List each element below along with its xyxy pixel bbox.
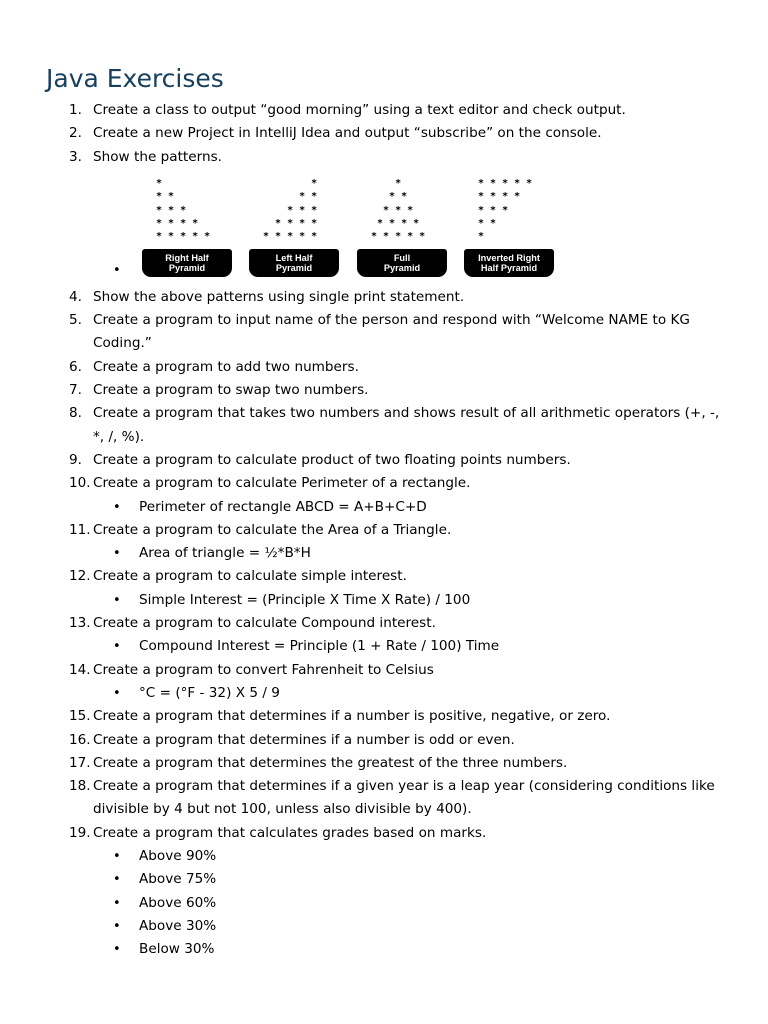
item-text: Create a program that determines if a number is positive, negative, or zero. — [93, 708, 611, 725]
star-line: * — [263, 177, 318, 189]
sub-item-text: Perimeter of rectangle ABCD = A+B+C+D — [139, 498, 427, 515]
item-number: 15. — [69, 708, 91, 725]
pattern-stars — [140, 177, 234, 247]
list-item — [0, 659, 768, 682]
item-number: 11. — [69, 521, 91, 538]
item-number: 7. — [69, 382, 82, 399]
exercise-list — [0, 99, 768, 962]
star-line: * * — [156, 191, 175, 203]
list-item — [0, 612, 768, 635]
star-line: * * * * — [263, 218, 318, 230]
item-number: 19. — [69, 824, 91, 841]
star-line: * * — [371, 191, 408, 203]
star-line: * * * * — [478, 191, 521, 203]
bullet-icon: • — [113, 942, 121, 958]
bullet-icon: • — [113, 872, 121, 888]
star-line: * — [156, 177, 163, 189]
item-text: Create a program to add two numbers. — [93, 358, 359, 375]
item-text: Create a program to calculate simple interest. — [93, 568, 407, 585]
list-item — [0, 99, 768, 122]
pattern-stars — [355, 177, 449, 247]
star-line: * * * * * — [478, 177, 533, 189]
bullet-icon: • — [113, 895, 121, 911]
pattern-label — [464, 249, 554, 277]
bullet-icon: • — [113, 685, 121, 701]
page-title: Java Exercises — [46, 64, 224, 93]
sub-item-text: Above 60% — [139, 894, 217, 911]
star-line: * * — [263, 191, 318, 203]
item-text: Create a program that determines if a given year is a leap year (considering conditions like divisible by 4 but not 100, unless also divisible by 400). — [93, 778, 715, 818]
bullet-icon: • — [113, 592, 121, 608]
sub-item — [0, 868, 768, 891]
sub-item-text: Above 90% — [139, 848, 217, 865]
sub-item — [0, 915, 768, 938]
list-item — [0, 519, 768, 542]
list-item — [0, 309, 768, 356]
item-number: 5. — [69, 312, 82, 329]
sub-item-text: Compound Interest = Principle (1 + Rate / 100) Time — [139, 638, 500, 655]
list-item — [0, 379, 768, 402]
item-number: 2. — [69, 125, 82, 142]
star-line: * * * — [263, 204, 318, 216]
star-line: * * * * * — [156, 231, 211, 243]
patterns-figure — [140, 177, 560, 281]
pattern-label-text: Full Pyramid — [383, 252, 421, 273]
star-line: * * — [478, 218, 497, 230]
list-item — [0, 122, 768, 145]
list-item — [0, 402, 768, 449]
sub-item — [0, 892, 768, 915]
pattern-label-text: Right Half Pyramid — [165, 252, 209, 273]
item-text: Show the above patterns using single print statement. — [93, 288, 465, 305]
list-item — [0, 729, 768, 752]
item-number: 4. — [69, 288, 82, 305]
bullet-icon: • — [113, 849, 121, 865]
item-text: Create a program that takes two numbers and shows result of all arithmetic operators (+, -, *, /, %). — [93, 405, 720, 445]
star-line: * * * — [371, 204, 414, 216]
item-text: Create a program that determines if a number is odd or even. — [93, 731, 515, 748]
item-text: Create a program to calculate Perimeter of a rectangle. — [93, 475, 471, 492]
pattern-full — [355, 177, 449, 281]
item-number: 6. — [69, 358, 82, 375]
item-text: Create a program to input name of the person and respond with “Welcome NAME to KG Coding.” — [93, 312, 690, 352]
patterns-row — [0, 169, 768, 286]
sub-item — [0, 682, 768, 705]
item-number: 18. — [69, 778, 91, 795]
item-number: 14. — [69, 661, 91, 678]
pattern-label-text: Left Half Pyramid — [275, 252, 313, 273]
sub-item — [0, 635, 768, 658]
item-text: Create a program to calculate Compound interest. — [93, 615, 436, 632]
item-text: Create a program to calculate product of two floating points numbers. — [93, 451, 571, 468]
sub-item — [0, 938, 768, 961]
star-line: * * * — [478, 204, 509, 216]
item-number: 12. — [69, 568, 91, 585]
list-item — [0, 775, 768, 822]
pattern-label-text: Inverted Right Half Pyramid — [478, 252, 540, 273]
item-text: Create a program to swap two numbers. — [93, 382, 369, 399]
item-number: 13. — [69, 615, 91, 632]
pattern-stars — [462, 177, 556, 247]
sub-item — [0, 542, 768, 565]
bullet-icon: • — [113, 499, 121, 515]
star-line: * * * * * — [371, 231, 426, 243]
item-text: Create a program that calculates grades based on marks. — [93, 824, 487, 841]
bullet-icon: • — [113, 918, 121, 934]
item-text: Create a new Project in IntelliJ Idea and output “subscribe” on the console. — [93, 125, 602, 142]
list-item — [0, 565, 768, 588]
item-number: 10. — [69, 475, 91, 492]
item-number: 17. — [69, 754, 91, 771]
item-number: 9. — [69, 451, 82, 468]
pattern-inverted-right-half — [462, 177, 556, 281]
item-number: 8. — [69, 405, 82, 422]
item-number: 1. — [69, 102, 82, 118]
star-line: * * * — [156, 204, 187, 216]
star-line: * * * * * — [263, 231, 318, 243]
list-item — [0, 822, 768, 845]
pattern-left-half — [247, 177, 341, 281]
pattern-stars — [247, 177, 341, 247]
bullet-icon: • — [113, 546, 121, 562]
pattern-label — [357, 249, 447, 277]
star-line: * — [478, 231, 485, 243]
star-line: * * * * — [371, 218, 420, 230]
pattern-label — [249, 249, 339, 277]
list-item — [0, 752, 768, 775]
item-text: Create a program to convert Fahrenheit to Celsius — [93, 661, 434, 678]
pattern-right-half — [140, 177, 234, 281]
sub-item-text: Below 30% — [139, 941, 215, 958]
sub-item — [0, 845, 768, 868]
sub-item-text: Above 30% — [139, 917, 217, 934]
list-item — [0, 356, 768, 379]
list-item — [0, 286, 768, 309]
item-text: Create a program to calculate the Area of a Triangle. — [93, 521, 452, 538]
bullet-icon: • — [113, 639, 121, 655]
item-text: Create a program that determines the greatest of the three numbers. — [93, 754, 568, 771]
list-item — [0, 472, 768, 495]
bullet-icon: • — [113, 262, 121, 278]
sub-item-text: Area of triangle = ½*B*H — [139, 545, 311, 562]
sub-item — [0, 589, 768, 612]
sub-item-text: °C = (°F - 32) X 5 / 9 — [139, 684, 280, 701]
star-line: * — [371, 177, 402, 189]
sub-item-text: Simple Interest = (Principle X Time X Rate) / 100 — [139, 591, 471, 608]
sub-item-text: Above 75% — [139, 871, 217, 888]
pattern-label — [142, 249, 232, 277]
item-text: Show the patterns. — [93, 148, 222, 165]
item-text: Create a class to output “good morning” using a text editor and check output. — [93, 102, 626, 118]
sub-item — [0, 496, 768, 519]
item-number: 16. — [69, 731, 91, 748]
list-item — [0, 449, 768, 472]
list-item — [0, 705, 768, 728]
star-line: * * * * — [156, 218, 199, 230]
item-number: 3. — [69, 148, 82, 165]
list-item — [0, 146, 768, 169]
